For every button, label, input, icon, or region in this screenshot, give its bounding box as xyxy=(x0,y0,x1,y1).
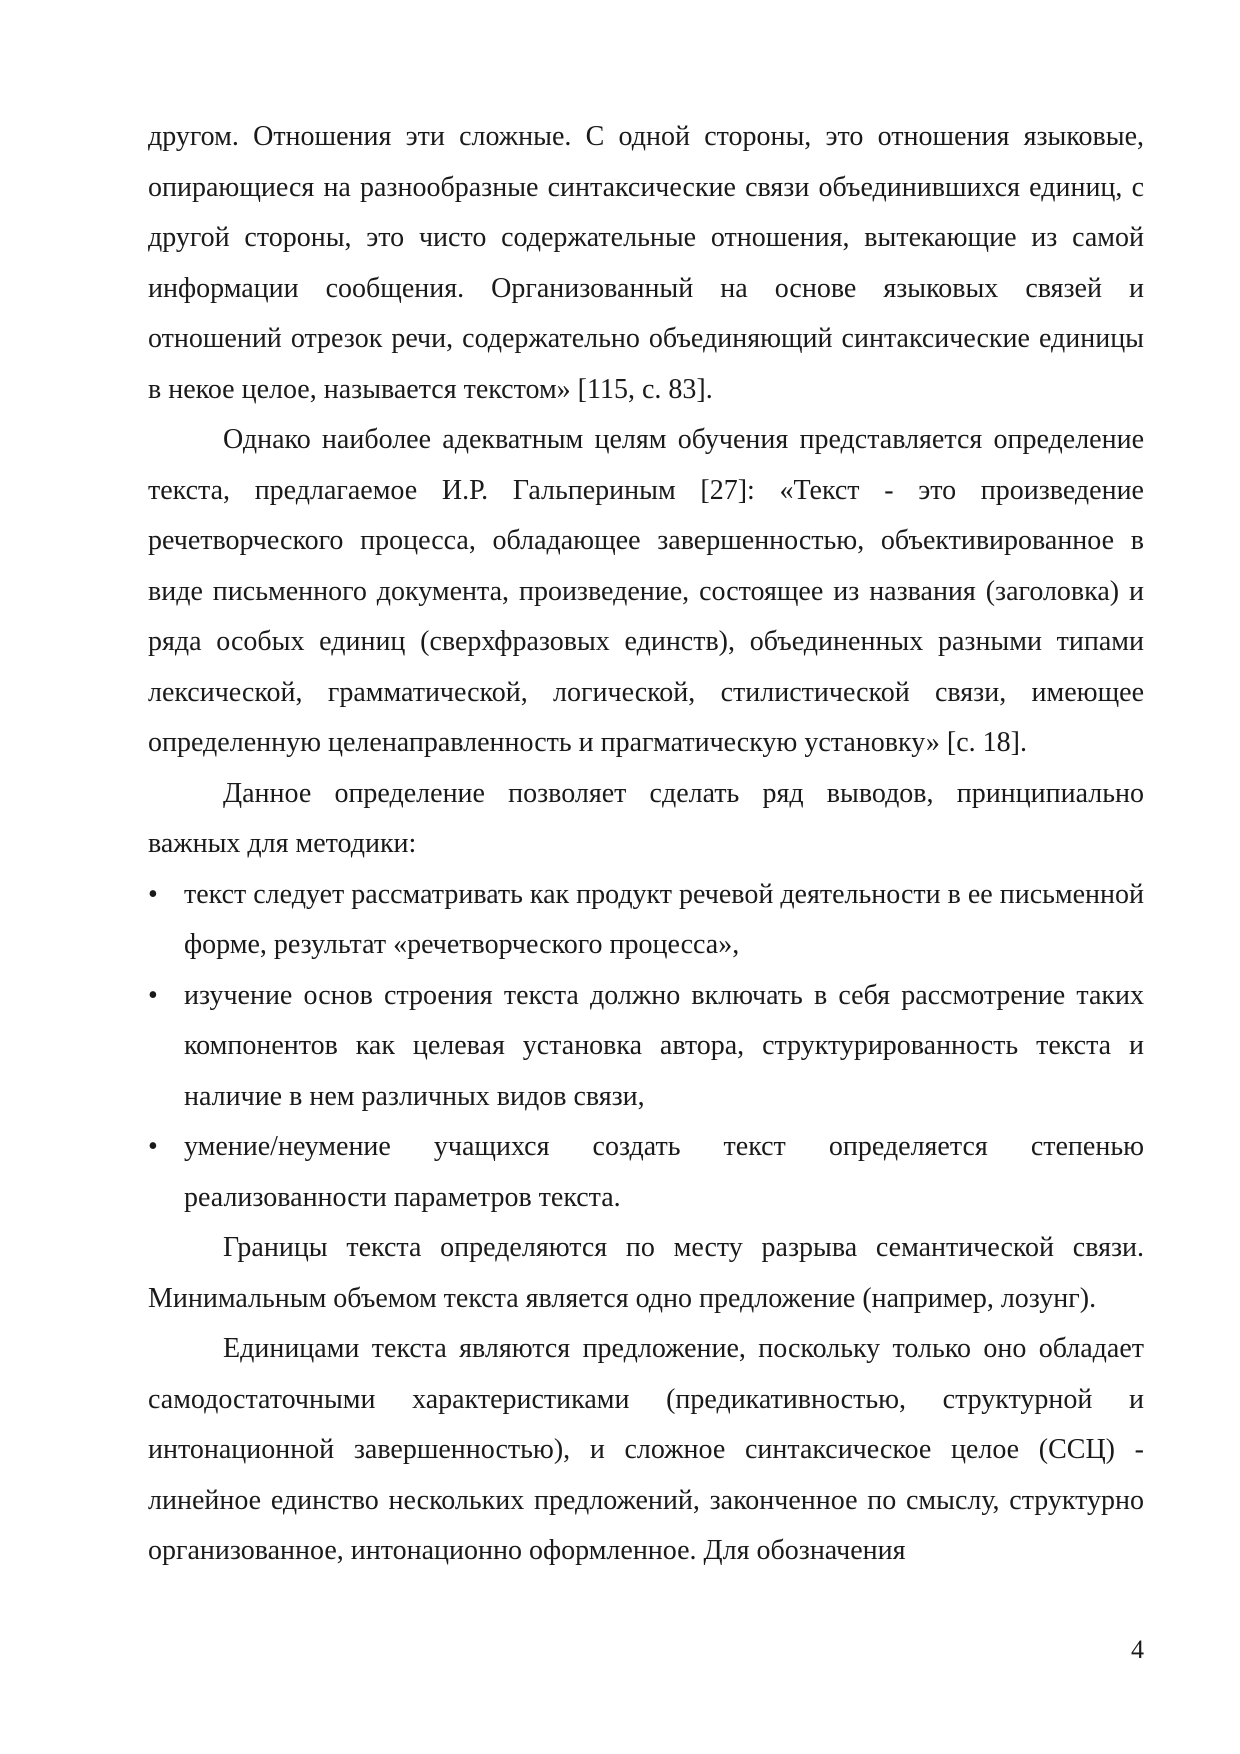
paragraph-5: Единицами текста являются предложение, поскольку только оно обладает самодостаточными характеристиками (предикативностью, структурной и интонационной завершенностью), и сложное синтаксическое целое (ССЦ) - линейное единство нескольких предложений, законченное по смыслу, структурно организованное, интонационно оформленное. Для обозначения xyxy=(148,1333,1144,1566)
paragraph-2: Однако наиболее адекватным целям обучения представляется определение текста, предлагаемое И.Р. Гальпериным [27]: «Текст - это произведение речетворческого процесса, обладающее завершенностью, объективированное в виде письменного документа, произведение, состоящее из названия (заголовка) и ряда особых единиц (сверхфразовых единств), объединенных разными типами лексической, грамматической, логической, стилистической связи, имеющее определенную целенаправленность и прагматическую установку» [с. 18]. xyxy=(148,424,1144,758)
bullet-icon: • xyxy=(148,979,158,1011)
paragraph-4: Границы текста определяются по месту разрыва семантической связи. Минимальным объемом текста является одно предложение (например, лозунг). xyxy=(148,1232,1144,1314)
list-item-text: умение/неумение учащихся создать текст определяется степенью реализованности параметров текста. xyxy=(184,1131,1144,1213)
list-item-text: изучение основ строения текста должно включать в себя рассмотрение таких компонентов как целевая установка автора, структурированность текста и наличие в нем различных видов связи, xyxy=(184,979,1144,1112)
paragraph-1: другом. Отношения эти сложные. С одной стороны, это отношения языковые, опирающиеся на разнообразные синтаксические связи объединившихся единиц, с другой стороны, это чисто содержательные отношения, вытекающие из самой информации сообщения. Организованный на основе языковых связей и отношений отрезок речи, содержательно объединяющий синтаксические единицы в некое целое, называется текстом» [115, с. 83]. xyxy=(148,121,1144,405)
page-number: 4 xyxy=(1131,1635,1144,1664)
list-item xyxy=(148,971,1144,1123)
conclusions-list xyxy=(148,870,1144,1224)
bullet-icon: • xyxy=(148,878,158,910)
document-page xyxy=(148,112,1144,1577)
bullet-icon: • xyxy=(148,1131,158,1162)
list-item xyxy=(148,1122,1144,1223)
paragraph-3: Данное определение позволяет сделать ряд выводов, принципиально важных для методики: xyxy=(148,777,1144,859)
list-item-text: текст следует рассматривать как продукт речевой деятельности в ее письменной форме, результат «речетворческого процесса», xyxy=(184,878,1144,960)
list-item xyxy=(148,870,1144,971)
